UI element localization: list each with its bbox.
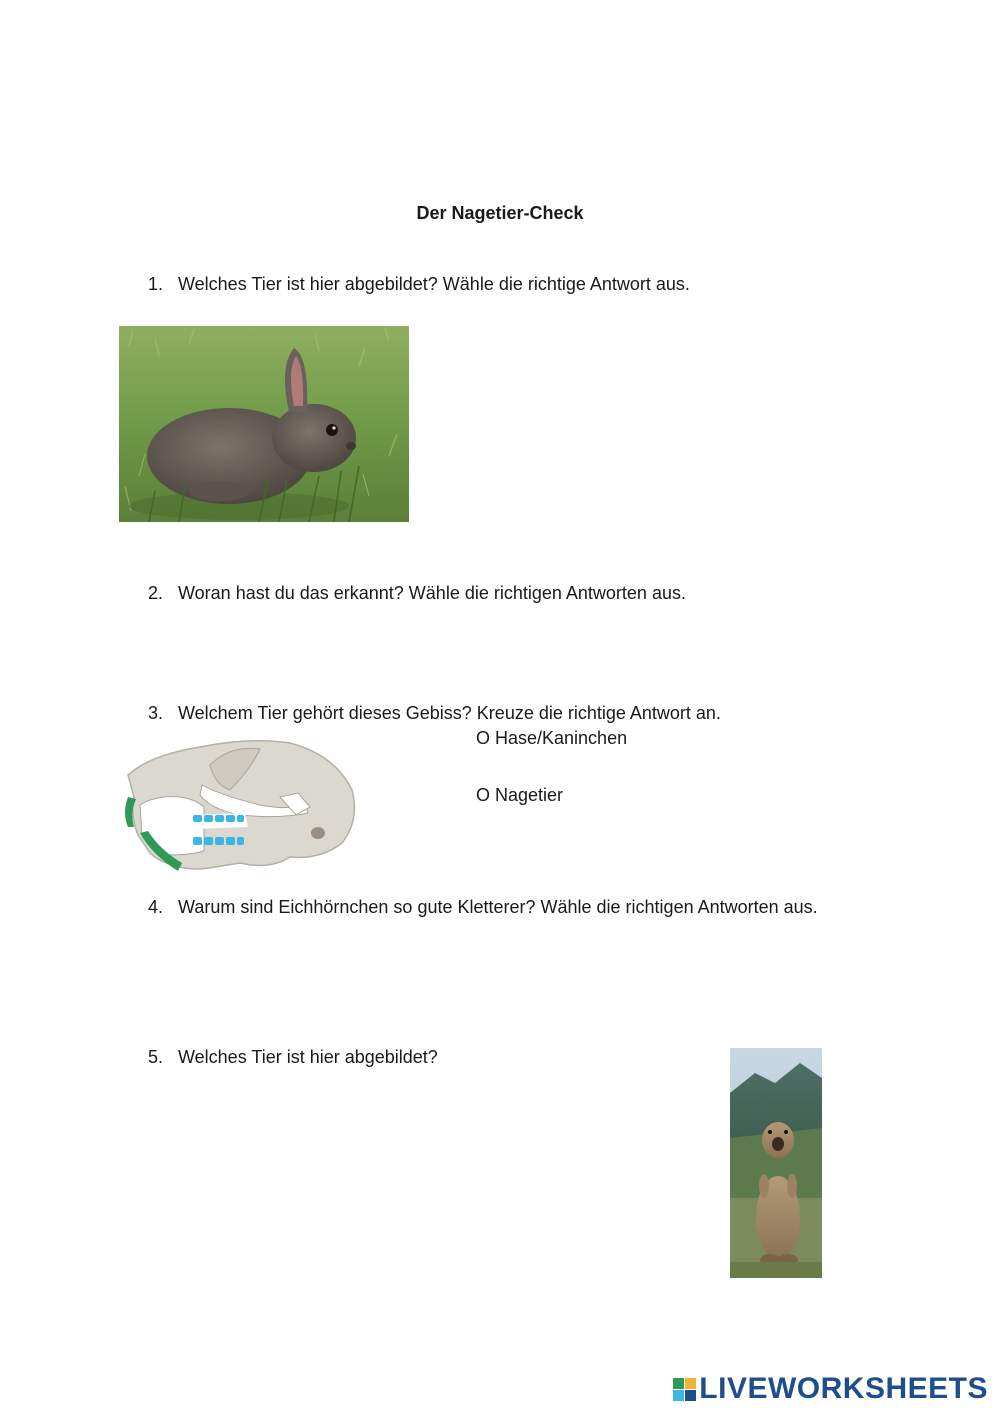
question-text: Welches Tier ist hier abgebildet? Wähle die richtige Antwort aus. <box>178 274 690 294</box>
skull-diagram <box>120 735 360 875</box>
question-2 <box>148 583 686 604</box>
question-number: 1. <box>148 274 164 294</box>
question-3 <box>148 703 721 724</box>
question-text: Welchem Tier gehört dieses Gebiss? Kreuze die richtige Antwort an. <box>178 703 721 723</box>
question-5 <box>148 1047 438 1068</box>
rabbit-photo <box>119 326 409 522</box>
question-text: Woran hast du das erkannt? Wähle die richtigen Antworten aus. <box>178 583 686 603</box>
logo-text: LIVEWORKSHEETS <box>699 1372 988 1405</box>
question-number: 5. <box>148 1047 164 1067</box>
question-number: 3. <box>148 703 164 723</box>
worksheet-title: Der Nagetier-Check <box>416 203 584 223</box>
question-text: Warum sind Eichhörnchen so gute Kletterer? Wähle die richtigen Antworten aus. <box>178 897 818 917</box>
question-number: 4. <box>148 897 164 917</box>
question-text: Welches Tier ist hier abgebildet? <box>178 1047 438 1067</box>
question-number: 2. <box>148 583 164 603</box>
option-hase-kaninchen[interactable]: O Hase/Kaninchen <box>476 728 628 748</box>
option-nagetier[interactable]: O Nagetier <box>476 785 564 805</box>
logo-grid-icon <box>673 1378 696 1401</box>
question-4 <box>148 897 818 918</box>
question-1 <box>148 274 690 295</box>
liveworksheets-logo <box>673 1372 988 1406</box>
marmot-photo <box>730 1048 822 1278</box>
